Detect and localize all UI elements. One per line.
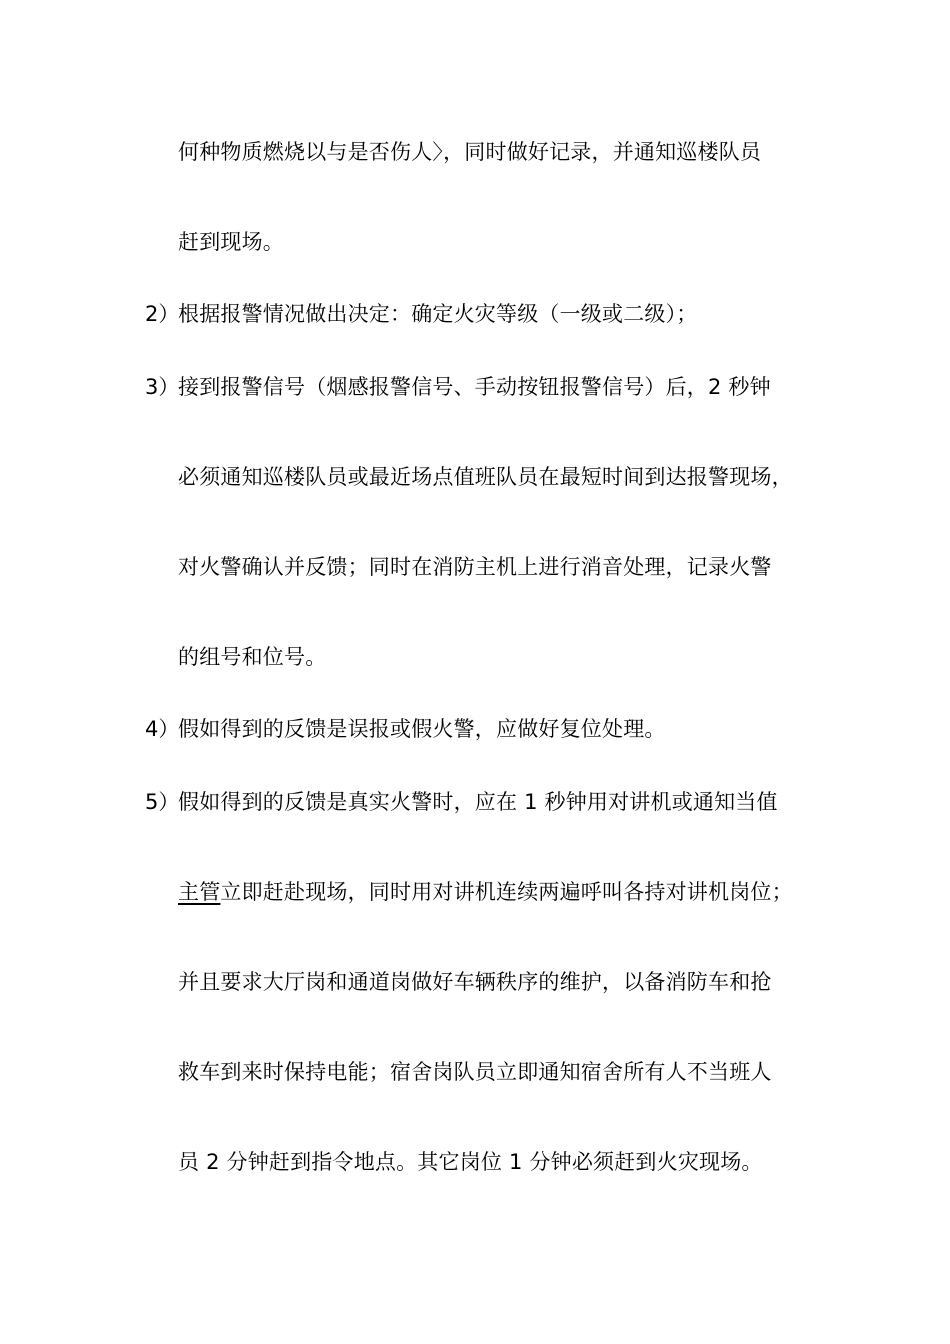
list-number: 2） bbox=[145, 302, 180, 326]
paragraph-line: 何种物质燃烧以与是否伤人〉，同时做好记录，并通知巡楼队员 bbox=[178, 140, 762, 164]
underlined-text: 主管 bbox=[178, 880, 221, 904]
list-item-text: 假如得到的反馈是真实火警时，应在 1 秒钟用对讲机或通知当值 bbox=[178, 790, 778, 814]
list-item-text: 接到报警信号（烟感报警信号、手动按钮报警信号）后，2 秒钟 bbox=[178, 375, 771, 399]
list-number: 3） bbox=[145, 375, 180, 399]
list-item-text: 假如得到的反馈是误报或假火警，应做好复位处理。 bbox=[178, 717, 666, 741]
list-number: 4） bbox=[145, 717, 180, 741]
paragraph-line: 必须通知巡楼队员或最近场点值班队员在最短时间到达报警现场， bbox=[178, 465, 793, 489]
paragraph-line: 对火警确认并反馈；同时在消防主机上进行消音处理，记录火警 bbox=[178, 555, 772, 579]
list-item-text: 根据报警情况做出决定：确定火灾等级（一级或二级）； bbox=[178, 302, 698, 326]
paragraph-line: 救车到来时保持电能；宿舍岗队员立即通知宿舍所有人不当班人 bbox=[178, 1060, 772, 1084]
paragraph-line: 并且要求大厅岗和通道岗做好车辆秩序的维护，以备消防车和抢 bbox=[178, 970, 772, 994]
line-text: 立即赶赴现场，同时用对讲机连续两遍呼叫各持对讲机岗位； bbox=[220, 880, 793, 904]
paragraph-line: 员 2 分钟赶到指令地点。其它岗位 1 分钟必须赶到火灾现场。 bbox=[178, 1150, 763, 1174]
list-number: 5） bbox=[145, 790, 180, 814]
paragraph-line: 赶到现场。 bbox=[178, 230, 284, 254]
paragraph-line bbox=[178, 878, 793, 906]
paragraph-line: 的组号和位号。 bbox=[178, 645, 327, 669]
